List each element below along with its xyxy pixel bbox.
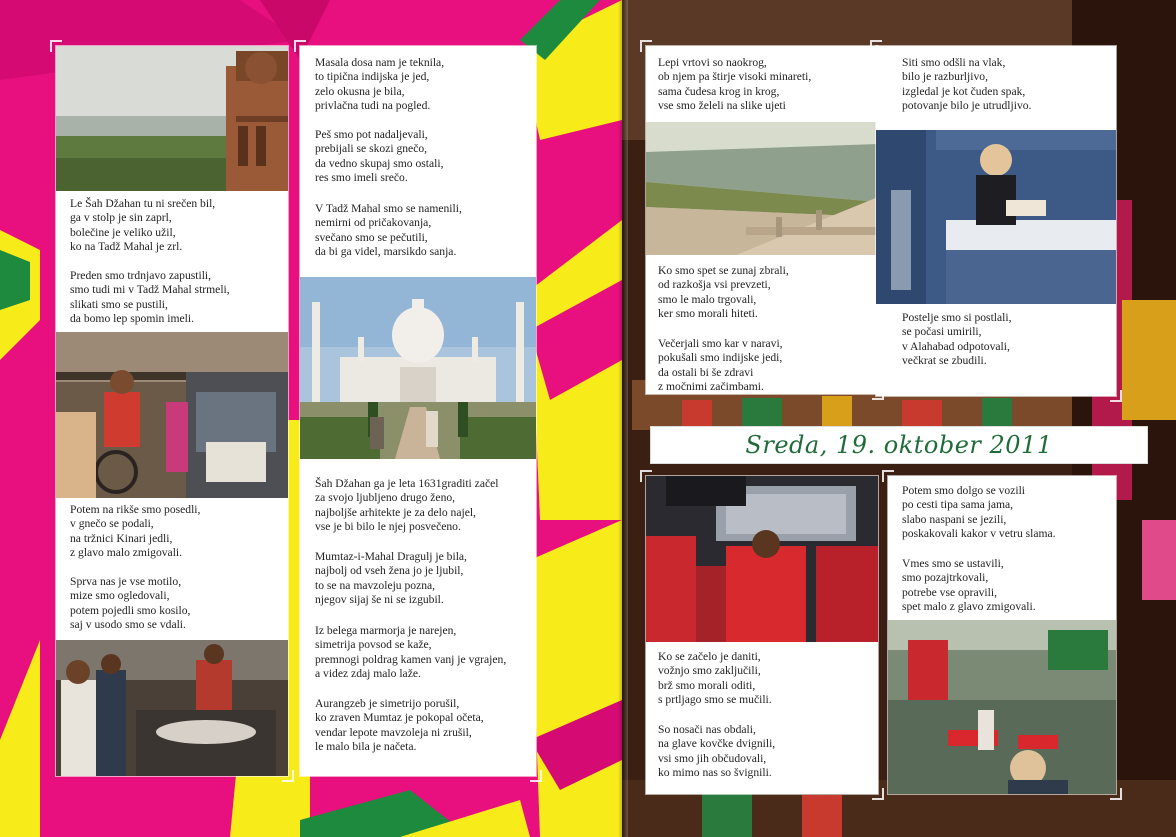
poem-stanza: Lepi vrtovi so naokrog, ob njem pa štirje visoki minareti, sama čudesa krog in krog, vse smo želeli na slike ujeti <box>658 56 812 112</box>
fort-view-photo <box>56 46 288 191</box>
date-heading-band <box>650 426 1148 464</box>
poem-stanza: Mumtaz-i-Mahal Dragulj je bila, najbolj od vseh žena jo je ljubil, to se na mavzoleju pozna, njegov sijaj še ni se izgubil. <box>315 550 467 606</box>
date-heading: Sreda, 19. oktober 2011 <box>745 431 1053 459</box>
poem-stanza: Siti smo odšli na vlak, bilo je razburljivo, izgledal je kot čuden spak, potovanje bilo je utrudljivo. <box>902 56 1032 112</box>
poem-stanza: Sprva nas je vse motilo, mize smo ogledovali, potem pojedli smo kosilo, saj v usodo smo se vdali. <box>70 575 191 631</box>
poem-stanza: Peš smo pot nadaljevali, prebijali se skozi gnečo, da vedno skupaj smo ostali, res smo imeli srečo. <box>315 128 444 184</box>
poem-stanza: Potem smo dolgo se vozili po cesti tipa sama jama, slabo naspani se jezili, poskakovali kakor v vetru slama. <box>902 484 1056 540</box>
poem-stanza: Preden smo trdnjavo zapustili, smo tudi mi v Tadž Mahal strmeli, slikati smo se pustili, da bomo lep spomin imeli. <box>70 269 230 325</box>
taj-mahal-photo <box>300 277 536 459</box>
poem-stanza: Vmes smo se ustavili, smo pozajtrkovali, potrebe vse opravili, spet malo z glavo zmigovali. <box>902 557 1036 613</box>
roadside-restaurant-photo <box>888 620 1116 794</box>
poem-stanza: Iz belega marmorja je narejen, simetrija povsod se kaže, premnogi poldrag kamen vanj je vgrajen, a videz zdaj malo laže. <box>315 624 507 680</box>
train-berth-photo <box>876 130 1116 304</box>
kitchen-stall-photo <box>56 640 288 776</box>
poem-stanza: Masala dosa nam je teknila, to tipična indijska je jed, zelo okusna je bila, privlačna tudi na pogled. <box>315 56 445 112</box>
rickshaw-market-photo <box>56 332 288 498</box>
poem-stanza: Aurangzeb je simetrijo porušil, ko zraven Mumtaz je pokopal očeta, vendar lepote mavzoleja ni zrušil, le malo bila je načeta. <box>315 697 484 753</box>
porters-luggage-photo <box>646 476 878 642</box>
poem-stanza: Postelje smo si postlali, se počasi umirili, v Alahabad odpotovali, večkrat se zbudili. <box>902 311 1012 367</box>
poem-stanza: Večerjali smo kar v naravi, pokušali smo indijske jedi, da ostali bi še zdravi z močnimi začimbami. <box>658 337 783 393</box>
poem-stanza: So nosači nas obdali, na glave kovčke dvignili, vsi smo jih občudovali, ko mimo nas so švignili. <box>658 723 776 779</box>
page-gutter <box>618 0 628 837</box>
poem-stanza: Potem na rikše smo posedli, v gnečo se podali, na tržnici Kinari jedli, z glavo malo zmigovali. <box>70 503 201 559</box>
poem-stanza: Ko se začelo je daniti, vožnjo smo zaključili, brž smo morali oditi, s prtljago smo se mučili. <box>658 650 772 706</box>
poem-stanza: Ko smo spet se zunaj zbrali, od razkošja vsi prevzeti, smo le malo trgovali, ker smo morali hiteti. <box>658 264 789 320</box>
poem-stanza: Šah Džahan ga je leta 1631graditi začel za svojo ljubljeno drugo ženo, najboljše arhitekte je za delo najel, vse je bi bilo le njej posvečeno. <box>315 477 499 533</box>
yamuna-river-photo <box>646 122 878 255</box>
right-page <box>622 0 1176 837</box>
poem-stanza: V Tadž Mahal smo se namenili, nemirni od pričakovanja, svečano smo se pečutili, da bi ga videl, marsikdo sanja. <box>315 202 462 258</box>
poem-stanza: Le Šah Džahan tu ni srečen bil, ga v stolp je sin zaprl, bolečine je veliko užil, ko na Tadž Mahal je zrl. <box>70 197 216 253</box>
